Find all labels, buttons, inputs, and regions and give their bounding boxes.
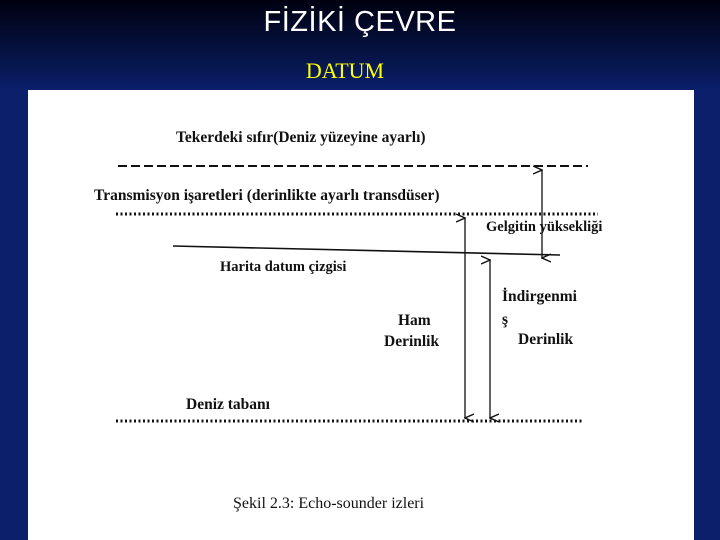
label-seabed: Deniz tabanı — [186, 396, 270, 413]
label-tide: Gelgitin yüksekliği — [486, 219, 603, 235]
label-reduced-depth-1: İndirgenmi — [502, 288, 577, 305]
label-reduced-depth-2: ş — [502, 311, 509, 328]
label-transmission: Transmisyon işaretleri (derinlikte ayarlı transdüser) — [94, 187, 440, 204]
echo-sounder-figure — [28, 90, 694, 540]
label-reduced-depth-3: Derinlik — [518, 331, 574, 348]
chart-datum-line — [173, 246, 560, 255]
label-zero: Tekerdeki sıfır(Deniz yüzeyine ayarlı) — [176, 129, 426, 146]
label-chart-datum: Harita datum çizgisi — [220, 259, 347, 275]
slide-title: FİZİKİ ÇEVRE — [263, 6, 457, 38]
label-raw-depth-2: Derinlik — [384, 333, 440, 350]
diagram-lines — [28, 90, 694, 540]
figure-caption: Şekil 2.3: Echo-sounder izleri — [233, 495, 425, 512]
label-raw-depth-1: Ham — [398, 312, 431, 329]
slide-subtitle: DATUM — [305, 58, 385, 83]
